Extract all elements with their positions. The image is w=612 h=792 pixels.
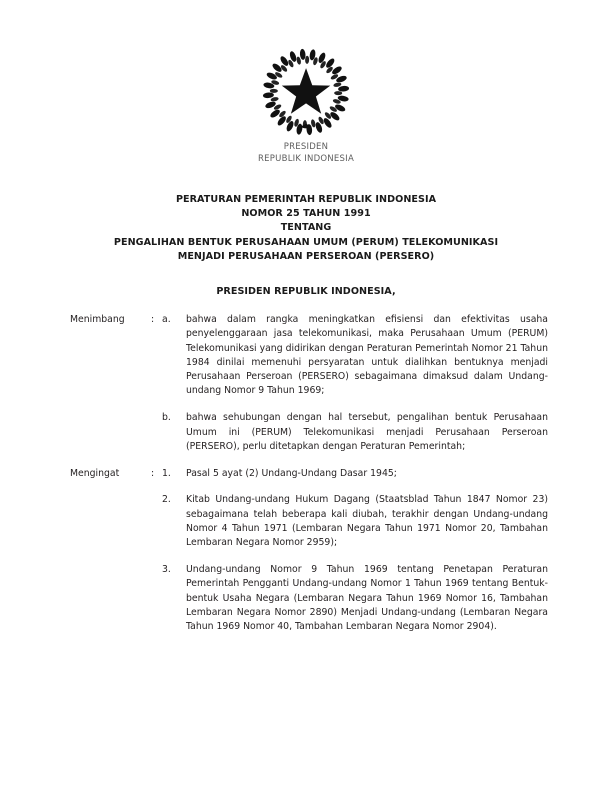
title-line-4: PENGALIHAN BENTUK PERUSAHAAN UMUM (PERUM) TELEKOMUNIKASI [113,236,499,248]
emblem-caption-line-2: REPUBLIK INDONESIA [257,153,355,164]
list-item-marker: b. [162,412,171,424]
list-item [162,563,548,634]
list-item-marker: 2. [162,494,171,506]
clause-mengingat [0,467,612,635]
list-item [162,313,548,399]
clause-label-mengingat: Mengingat [70,467,120,479]
title-line-1: PERATURAN PEMERINTAH REPUBLIK INDONESIA [175,194,437,205]
clause-label-menimbang: Menimbang [70,314,125,325]
subject-heading: PRESIDEN REPUBLIK INDONESIA, [216,286,396,297]
list-item-text: Kitab Undang-undang Hukum Dagang (Staatsblad Tahun 1847 Nomor 23) sebagaimana telah beberapa kali diubah, terakhir dengan Undang-undang Nomor 4 Tahun 1971 (Lembaran Negara Tahun 1971 Nomor 20, Tambahan Lembaran Negara Nomor 2959); [186,494,548,549]
clause-items-menimbang [0,313,612,454]
list-item-marker: 1. [162,467,171,479]
list-item [162,493,548,550]
list-item-text: bahwa sehubungan dengan hal tersebut, pengalihan bentuk Perusahaan Umum ini (PERUM) Telekomunikasi menjadi Perusahaan Perseroan (PERSERO), perlu ditetapkan dengan Peraturan Pemerintah; [186,412,548,452]
clause-colon-mengingat: : [151,467,155,479]
title-line-2: NOMOR 25 TAHUN 1991 [241,208,371,220]
presidential-emblem-block [0,46,612,165]
list-item [162,467,548,481]
list-item-text: Pasal 5 ayat (2) Undang-Undang Dasar 1945; [186,467,397,479]
emblem-caption [0,142,612,165]
list-item-marker: a. [162,314,171,325]
list-item [162,411,548,454]
document-body [0,313,612,635]
clause-items-mengingat [0,467,612,635]
garuda-star-wreath-emblem [260,46,352,138]
list-item-text: Undang-undang Nomor 9 Tahun 1969 tentang Penetapan Peraturan Pemerintah Pengganti Undang-undang Nomor 1 Tahun 1969 tentang Bentuk-bentuk Usaha Negara (Lembaran Negara Tahun 1969 Nomor 16, Tambahan Lembaran Negara Nomor 2890) Menjadi Undang-undang (Lembaran Negara Tahun 1969 Nomor 40, Tambahan Lembaran Negara Nomor 2904). [186,564,548,633]
clause-menimbang [0,313,612,454]
emblem-caption-line-1: PRESIDEN [283,142,329,152]
title-line-3: TENTANG [280,222,332,234]
list-item-text: bahwa dalam rangka meningkatkan efisiensi dan efektivitas usaha penyelenggaraan jasa telekomunikasi, maka Perusahaan Umum (PERUM) Telekomunikasi yang didirikan dengan Peraturan Pemerintah Nomor 21 Tahun 1984 dinilai memenuhi persyaratan untuk dialihkan bentuknya menjadi Perusahaan Perseroan (PERSERO) sebagaimana dimaksud dalam Undang-undang Nomor 9 Tahun 1969; [186,314,548,397]
clause-colon-menimbang: : [151,314,155,325]
page-title [0,193,612,264]
title-line-5: MENJADI PERUSAHAAN PERSEROAN (PERSERO) [177,250,435,262]
list-item-marker: 3. [162,564,171,576]
